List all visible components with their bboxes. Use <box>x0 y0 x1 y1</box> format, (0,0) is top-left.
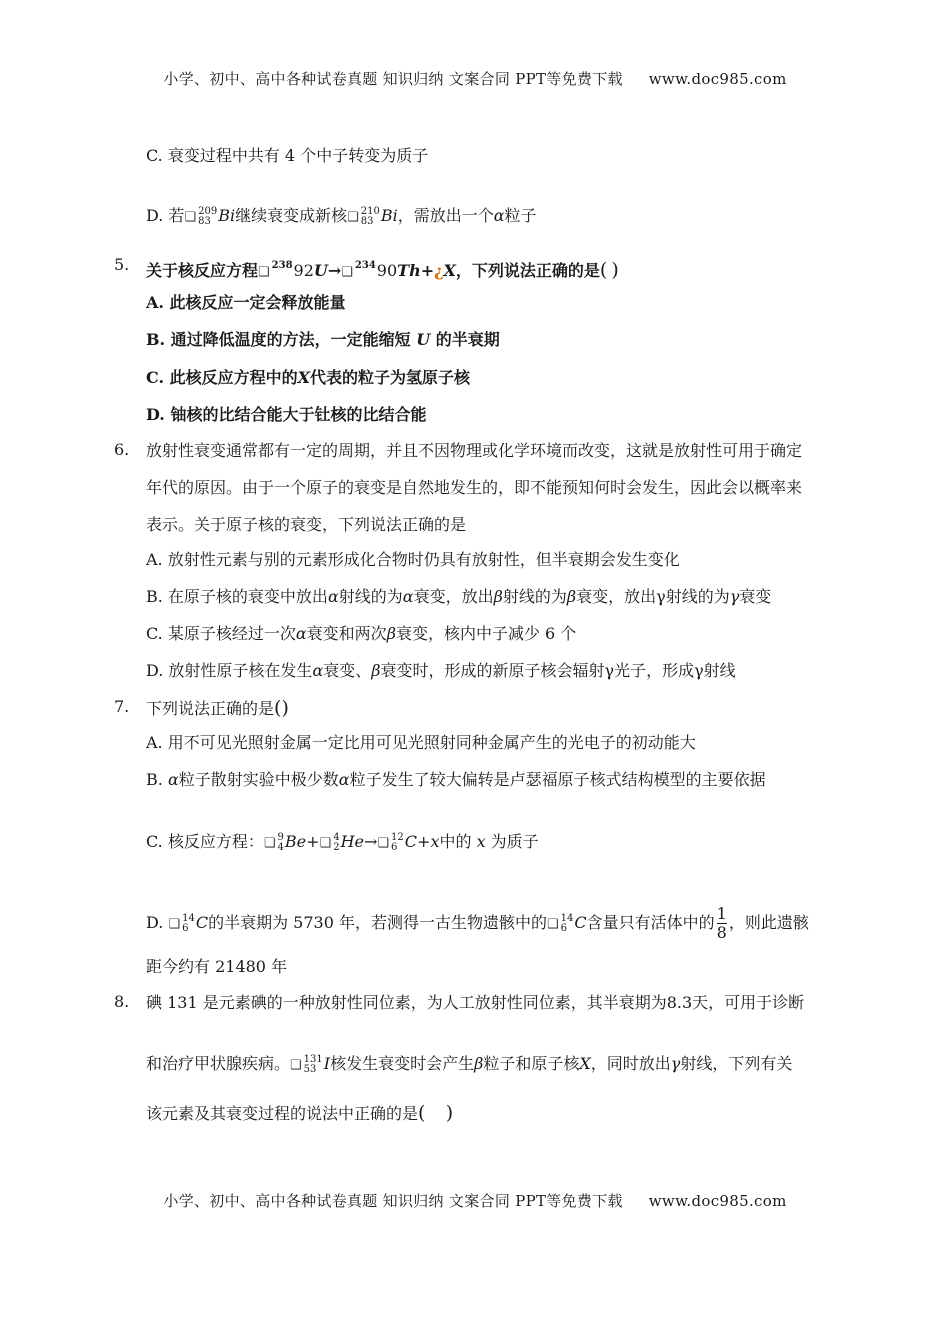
q7-stem: 下列说法正确的是() <box>146 697 289 719</box>
page-header <box>0 68 950 90</box>
q8-number: 8. <box>114 992 130 1011</box>
q5-number: 5. <box>114 255 130 274</box>
header-site: www.doc985.com <box>648 70 787 88</box>
footer-text: 小学、初中、高中各种试卷真题 知识归纳 文案合同 PPT等免费下载 <box>163 1192 623 1210</box>
nuclide-i131: 131 53 <box>303 1053 323 1075</box>
nuclide-be9: 9 4 <box>277 831 284 853</box>
q7-option-a: A. 用不可见光照射金属一定比用可见光照射同种金属产生的光电子的初动能大 <box>146 733 696 752</box>
q7-option-d-line2: 距今约有 21480 年 <box>146 957 288 976</box>
placeholder-box-icon: ❑ <box>377 836 390 851</box>
q5-option-d: D. 铀核的比结合能大于钍核的比结合能 <box>146 405 427 424</box>
fraction-one-eighth: $\frac{1}{8}$ <box>716 904 727 942</box>
q4-option-c: C. 衰变过程中共有 4 个中子转变为质子 <box>146 146 429 165</box>
page-footer <box>0 1190 950 1212</box>
q6-stem-line1: 放射性衰变通常都有一定的周期，并且不因物理或化学环境而改变，这就是放射性可用于确定 <box>146 441 803 460</box>
q6-option-b: B. 在原子核的衰变中放出α射线的为α衰变，放出β射线的为β衰变，放出γ射线的为γ衰变 <box>146 587 772 606</box>
nuclide-bi209: 209 83 <box>198 205 218 227</box>
q5-option-c: C. 此核反应方程中的X代表的粒子为氢原子核 <box>146 368 471 387</box>
q8-stem-line3: 该元素及其衰变过程的说法中正确的是( ) <box>146 1102 454 1124</box>
placeholder-box-icon: ❑ <box>546 917 559 932</box>
q8-stem-line1: 碘 131 是元素碘的一种放射性同位素，为人工放射性同位素，其半衰期为8.3天，可用于诊断 <box>146 993 805 1012</box>
q7-option-d: D. ❑ 14 6 C的半衰期为 5730 年，若测得一古生物遗骸中的❑ 14 6 C含量只有活体中的 $\frac{1}{8}$ ，则此遗骸 <box>146 904 809 942</box>
placeholder-box-icon: ❑ <box>184 210 197 225</box>
answer-blank <box>425 1104 445 1123</box>
nuclide-bi210: 210 83 <box>360 205 380 227</box>
nuclide-he4: 4 2 <box>333 831 340 853</box>
q6-option-d: D. 放射性原子核在发生α衰变、β衰变时，形成的新原子核会辐射γ光子，形成γ射线 <box>146 661 736 680</box>
placeholder-box-icon: ❑ <box>290 1058 302 1073</box>
q6-option-a: A. 放射性元素与别的元素形成化合物时仍具有放射性，但半衰期会发生变化 <box>146 550 680 569</box>
q7-option-b: B. α粒子散射实验中极少数α粒子发生了较大偏转是卢瑟福原子核式结构模型的主要依据 <box>146 770 766 789</box>
q6-stem-line2: 年代的原因。由于一个原子的衰变是自然地发生的，即不能预知何时会发生，因此会以概率来 <box>146 478 803 497</box>
q7-option-c: C. 核反应方程：❑ 9 4 Be+❑ 4 2 He→❑ 12 6 C+x中的 x 为质子 <box>146 831 539 853</box>
placeholder-box-icon: ❑ <box>347 210 359 225</box>
placeholder-box-icon: ❑ <box>168 917 181 932</box>
q7-number: 7. <box>114 697 130 716</box>
q6-number: 6. <box>114 440 130 459</box>
nuclide-c14: 14 6 <box>182 912 195 934</box>
header-text: 小学、初中、高中各种试卷真题 知识归纳 文案合同 PPT等免费下载 <box>163 70 623 88</box>
nuclide-c14b: 14 6 <box>560 912 574 934</box>
placeholder-box-icon: ❑ <box>319 836 332 851</box>
placeholder-box-icon: ❑ <box>263 836 276 851</box>
nuclide-c12: 12 6 <box>391 831 404 853</box>
placeholder-box-icon: ❑ <box>341 265 353 280</box>
q5-stem: 关于核反应方程❑ $^{238}$92U→❑ $^{234}$90Th+¿X，下列说法正确的是( ) <box>146 259 619 281</box>
q5-option-a: A. 此核反应一定会释放能量 <box>146 293 346 312</box>
q6-stem-line3: 表示。关于原子核的衰变，下列说法正确的是 <box>146 515 467 534</box>
q5-option-b: B. 通过降低温度的方法，一定能缩短 U 的半衰期 <box>146 330 500 349</box>
footer-site: www.doc985.com <box>648 1192 787 1210</box>
q6-option-c: C. 某原子核经过一次α衰变和两次β衰变，核内中子减少 6 个 <box>146 624 577 643</box>
q4-option-d: D. 若❑ 209 83 Bi继续衰变成新核❑ 210 83 Bi，需放出一个α粒子 <box>146 205 537 227</box>
placeholder-box-icon: ❑ <box>258 265 270 280</box>
q8-stem-line2: 和治疗甲状腺疾病。❑ 131 53 I核发生衰变时会产生β粒子和原子核X，同时放出γ射线，下列有关 <box>146 1053 793 1075</box>
